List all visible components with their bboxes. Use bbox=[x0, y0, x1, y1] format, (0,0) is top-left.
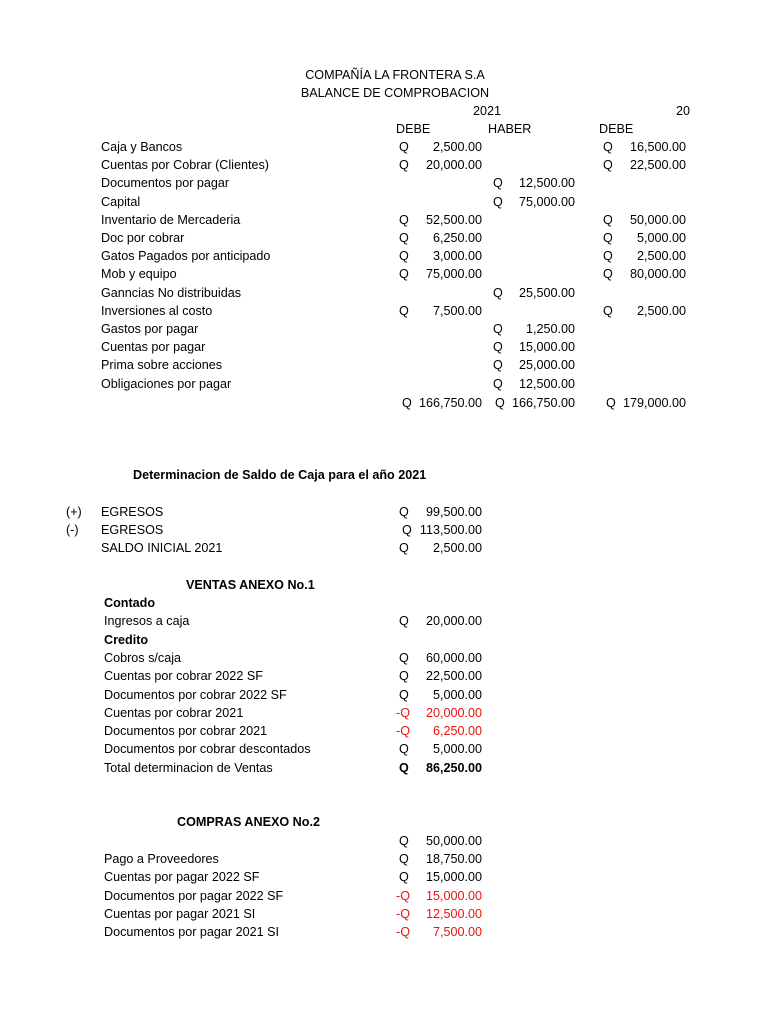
debe-amount: 2,500.00 bbox=[432, 140, 482, 154]
ventas-label: Cobros s/caja bbox=[104, 650, 181, 665]
account-label: Capital bbox=[101, 194, 141, 209]
caja-amount: 113,500.00 bbox=[419, 523, 482, 538]
currency-symbol: Q bbox=[603, 267, 613, 282]
currency-symbol: -Q bbox=[396, 925, 410, 939]
currency-symbol: Q bbox=[399, 852, 409, 867]
haber-amount: 25,500.00 bbox=[518, 285, 575, 300]
compras-label: Pago a Proveedores bbox=[104, 852, 219, 867]
col-header-haber: HABER bbox=[488, 122, 532, 136]
ventas-amount: 22,500.00 bbox=[425, 669, 482, 684]
account-label: Documentos por pagar bbox=[101, 176, 230, 191]
currency-symbol: -Q bbox=[396, 724, 410, 739]
debe2-amount: 16,500.00 bbox=[629, 140, 686, 154]
haber-amount: 12,500.00 bbox=[518, 376, 575, 391]
currency-symbol: Q bbox=[399, 541, 409, 556]
account-label: Inventario de Mercaderia bbox=[101, 212, 241, 227]
compras-amount: 15,000.00 bbox=[425, 870, 482, 885]
currency-symbol: Q bbox=[399, 760, 409, 775]
account-label: Ganncias No distribuidas bbox=[101, 285, 242, 300]
total-haber: 166,750.00 bbox=[511, 396, 575, 410]
account-label: Prima sobre acciones bbox=[101, 358, 223, 373]
compras-amount: 7,500.00 bbox=[432, 925, 482, 939]
col-header-debe-2: DEBE bbox=[599, 122, 634, 136]
currency-symbol: Q bbox=[493, 285, 503, 300]
currency-symbol: Q bbox=[493, 340, 503, 355]
currency-symbol: Q bbox=[399, 249, 409, 264]
subsection-heading: Credito bbox=[104, 632, 149, 647]
currency-symbol: Q bbox=[399, 303, 409, 318]
caja-label: SALDO INICIAL 2021 bbox=[101, 541, 223, 556]
ventas-label: Cuentas por cobrar 2021 bbox=[104, 705, 244, 720]
compras-label: Documentos por pagar 2021 SI bbox=[104, 925, 280, 939]
currency-symbol: Q bbox=[399, 140, 409, 154]
ventas-total-amount: 86,250.00 bbox=[425, 760, 482, 775]
account-label: Gastos por pagar bbox=[101, 322, 199, 336]
haber-amount: 75,000.00 bbox=[518, 194, 575, 209]
debe-amount: 52,500.00 bbox=[425, 212, 482, 227]
compras-label: Cuentas por pagar 2021 SI bbox=[104, 906, 256, 921]
currency-symbol: Q bbox=[399, 669, 409, 684]
currency-symbol: Q bbox=[402, 396, 412, 410]
haber-amount: 12,500.00 bbox=[518, 176, 575, 191]
ventas-label: Ingresos a caja bbox=[104, 614, 190, 629]
currency-symbol: Q bbox=[493, 176, 503, 191]
compras-amount: 12,500.00 bbox=[425, 906, 482, 921]
debe2-amount: 50,000.00 bbox=[629, 212, 686, 227]
currency-symbol: Q bbox=[399, 870, 409, 885]
compras-amount: 50,000.00 bbox=[425, 834, 482, 848]
ventas-label: Documentos por cobrar 2021 bbox=[104, 724, 268, 739]
caja-section-title: Determinacion de Saldo de Caja para el año 2021 bbox=[133, 468, 427, 482]
ventas-label: Documentos por cobrar descontados bbox=[104, 742, 311, 757]
haber-amount: 25,000.00 bbox=[518, 358, 575, 373]
ventas-amount: 5,000.00 bbox=[432, 742, 482, 757]
account-label: Obligaciones por pagar bbox=[101, 376, 232, 391]
currency-symbol: Q bbox=[399, 614, 409, 629]
debe2-amount: 22,500.00 bbox=[629, 158, 686, 173]
haber-amount: 15,000.00 bbox=[518, 340, 575, 355]
currency-symbol: -Q bbox=[396, 888, 410, 903]
ventas-label: Total determinacion de Ventas bbox=[104, 760, 273, 775]
ventas-section-title: VENTAS ANEXO No.1 bbox=[186, 578, 315, 592]
account-label: Inversiones al costo bbox=[101, 303, 213, 318]
account-label: Mob y equipo bbox=[101, 267, 177, 282]
total-debe: 166,750.00 bbox=[418, 396, 482, 410]
balance-title: BALANCE DE COMPROBACION bbox=[300, 86, 490, 100]
ventas-amount: 6,250.00 bbox=[432, 724, 482, 739]
compras-section-title: COMPRAS ANEXO No.2 bbox=[177, 815, 320, 829]
compras-amount: 18,750.00 bbox=[425, 852, 482, 867]
ventas-amount: 20,000.00 bbox=[425, 705, 482, 720]
account-label: Doc por cobrar bbox=[101, 231, 185, 245]
debe-amount: 6,250.00 bbox=[432, 231, 482, 245]
currency-symbol: Q bbox=[493, 194, 503, 209]
debe-amount: 20,000.00 bbox=[425, 158, 482, 173]
currency-symbol: Q bbox=[399, 687, 409, 702]
debe-amount: 75,000.00 bbox=[425, 267, 482, 282]
currency-symbol: Q bbox=[493, 376, 503, 391]
account-label: Cuentas por Cobrar (Clientes) bbox=[101, 158, 269, 173]
compras-amount: 15,000.00 bbox=[425, 888, 482, 903]
ventas-amount: 20,000.00 bbox=[425, 614, 482, 629]
ventas-label: Cuentas por cobrar 2022 SF bbox=[104, 669, 263, 684]
currency-symbol: Q bbox=[399, 231, 409, 245]
account-label: Caja y Bancos bbox=[101, 140, 183, 154]
sign-marker: (-) bbox=[66, 523, 79, 538]
currency-symbol: Q bbox=[603, 158, 613, 173]
year-header-2021: 2021 bbox=[472, 104, 502, 118]
year-header-truncated: 20 bbox=[676, 104, 691, 118]
currency-symbol: Q bbox=[399, 158, 409, 173]
caja-amount: 2,500.00 bbox=[432, 541, 482, 556]
currency-symbol: Q bbox=[603, 249, 613, 264]
currency-symbol: Q bbox=[493, 358, 503, 373]
account-label: Cuentas por pagar bbox=[101, 340, 206, 355]
currency-symbol: -Q bbox=[396, 906, 410, 921]
caja-amount: 99,500.00 bbox=[425, 505, 482, 519]
currency-symbol: Q bbox=[603, 212, 613, 227]
col-header-debe: DEBE bbox=[396, 122, 431, 136]
currency-symbol: -Q bbox=[396, 705, 410, 720]
compras-label: Documentos por pagar 2022 SF bbox=[104, 888, 284, 903]
currency-symbol: Q bbox=[399, 267, 409, 282]
company-name: COMPAÑÍA LA FRONTERA S.A bbox=[305, 68, 485, 82]
caja-label: EGRESOS bbox=[101, 523, 164, 538]
debe2-amount: 5,000.00 bbox=[636, 231, 686, 245]
currency-symbol: Q bbox=[399, 505, 409, 519]
currency-symbol: Q bbox=[493, 322, 503, 336]
haber-amount: 1,250.00 bbox=[525, 322, 575, 336]
ventas-label: Documentos por cobrar 2022 SF bbox=[104, 687, 287, 702]
currency-symbol: Q bbox=[399, 834, 409, 848]
compras-label: Cuentas por pagar 2022 SF bbox=[104, 870, 260, 885]
debe-amount: 3,000.00 bbox=[432, 249, 482, 264]
debe-amount: 7,500.00 bbox=[432, 303, 482, 318]
debe2-amount: 2,500.00 bbox=[636, 303, 686, 318]
total-debe2: 179,000.00 bbox=[622, 396, 686, 410]
debe2-amount: 2,500.00 bbox=[636, 249, 686, 264]
account-label: Gatos Pagados por anticipado bbox=[101, 249, 271, 264]
subsection-heading: Contado bbox=[104, 596, 156, 610]
debe2-amount: 80,000.00 bbox=[629, 267, 686, 282]
ventas-amount: 60,000.00 bbox=[425, 650, 482, 665]
ventas-amount: 5,000.00 bbox=[432, 687, 482, 702]
currency-symbol: Q bbox=[603, 231, 613, 245]
currency-symbol: Q bbox=[399, 742, 409, 757]
currency-symbol: Q bbox=[495, 396, 505, 410]
currency-symbol: Q bbox=[402, 523, 412, 538]
currency-symbol: Q bbox=[606, 396, 616, 410]
sign-marker: (+) bbox=[66, 505, 82, 519]
currency-symbol: Q bbox=[603, 140, 613, 154]
caja-label: EGRESOS bbox=[101, 505, 164, 519]
currency-symbol: Q bbox=[399, 212, 409, 227]
currency-symbol: Q bbox=[603, 303, 613, 318]
currency-symbol: Q bbox=[399, 650, 409, 665]
